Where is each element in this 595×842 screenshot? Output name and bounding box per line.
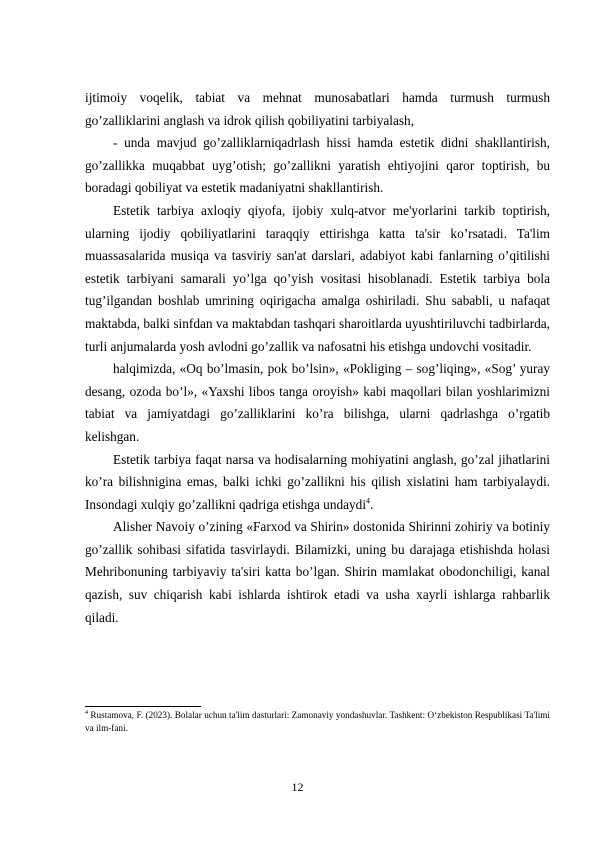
paragraph-6: Alisher Navoiy o’zining «Farxod va Shirin» dostonida Shirinni zohiriy va botiniy go’zallik sohibasi sifatida tasvirlaydi. Bilamizki, uning bu darajaga etishishda holasi Mehribonuning tarbiyaviy ta'siri katta bo’lgan. Shirin mamlakat obodonchiligi, kanal qazish, suv chiqarish kabi ishlarda ishtirok etadi va usha xayrli ishlarga rahbarlik qiladi. (85, 519, 550, 625)
footnote-marker: 4 (85, 709, 88, 716)
page-number: 12 (291, 780, 304, 794)
paragraph-5 (85, 449, 550, 517)
footnote-separator (85, 706, 201, 707)
body-text (85, 87, 550, 629)
paragraph-3: Estetik tarbiya axloqiy qiyofa, ijobiy xulq-atvor me'yorlarini tarkib toptirish, ularning ijodiy qobiliyatlarini taraqqiy ettirishga katta ta'sir ko’rsatadi. Ta'lim muassasalarida musiqa va tasviriy san'at darslari, adabiyot kabi fanlarning o’qitilishi estetik tarbiyani samarali yo’lga qo’yish vositasi hisoblanadi. Estetik tarbiya bola tug’ilgandan boshlab umrining oqirigacha amalga oshiriladi. Shu sababli, u nafaqat maktabda, balki sinfdan va maktabdan tashqari sharoitlarda uyushtiriluvchi tadbirlarda, turli anjumalarda yosh avlodni go’zallik va nafosatni his etishga undovchi vositadir. (85, 202, 550, 354)
paragraph-4: halqimizda, «Oq bo’lmasin, pok bo’lsin», «Pokliging – sog’liqing», «Sog’ yuray desang, ozoda bo’l», «Yaxshi libos tanga oroyish» kabi maqollari bilan yoshlarimizni tabiat va jamiyatdagi go’zalliklarini ko’ra bilishga, ularni qadrlashga o’rgatib kelishgan. (85, 361, 550, 444)
footnote-reference[interactable]: 4 (366, 496, 371, 506)
paragraph-2: - unda mavjud go’zalliklarniqadrlash hissi hamda estetik didni shakllantirish, go’zallikka muqabbat uyg’otish; go’zallikni yaratish ehtiyojini qaror toptirish, bu boradagi qobiliyat va estetik madaniyatni shakllantirish. (85, 135, 550, 196)
footnote (85, 709, 550, 734)
paragraph-5-text: Estetik tarbiya faqat narsa va hodisalarning mohiyatini anglash, go’zal jihatlarini ko’ra bilishnigina emas, balki ichki go’zallikni his qilish xislatini ham tarbiyalaydi. Insondagi xulqiy go’zallikni qadriga etishga undaydi (85, 451, 550, 512)
paragraph-5-end: . (370, 496, 374, 512)
paragraph-1: ijtimoiy voqelik, tabiat va mehnat munosabatlari hamda turmush turmush go’zalliklarini anglash va idrok qilish qobiliyatini tarbiyalash, (85, 90, 550, 128)
footnote-text: Rustamova, F. (2023). Bolalar uchun ta'lim dasturlari: Zamonaviy yondashuvlar. Tashkent: O‘zbekiston Respublikasi Ta'limi va ilm-fani. (85, 710, 550, 733)
